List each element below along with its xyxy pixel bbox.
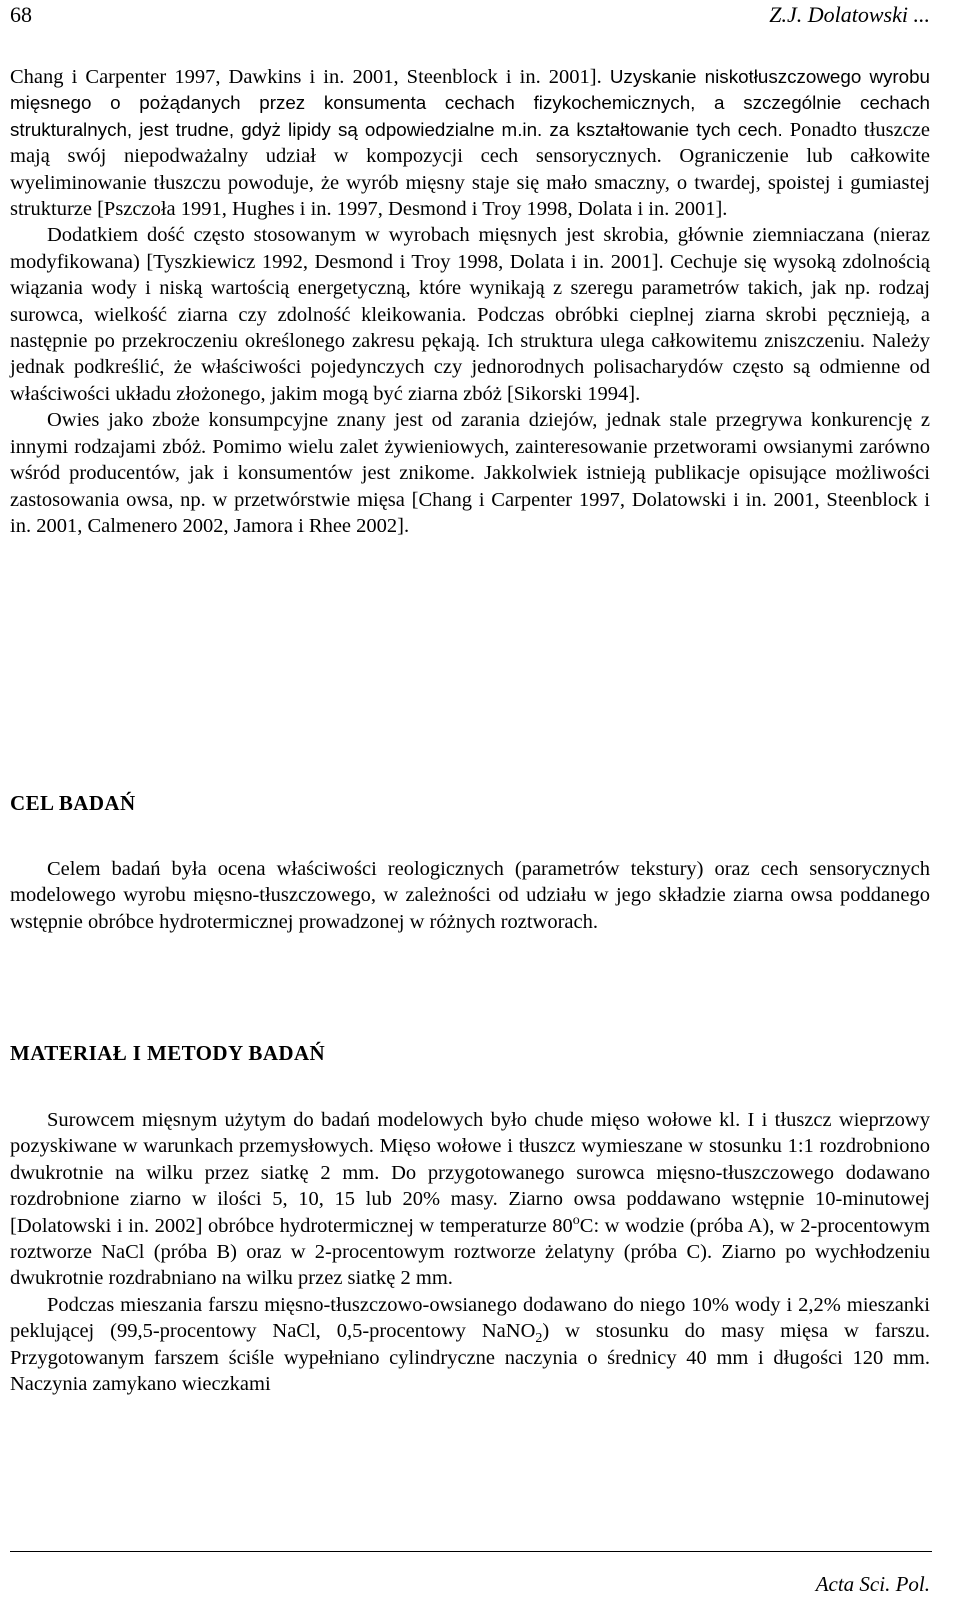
cel-paragraph-1: Celem badań była ocena właściwości reologicznych (parametrów tekstury) oraz cech sensorycznych modelowego wyrobu mięsno-tłuszczowego, w zależności od udziału w jego składzie ziarna owsa poddanego wstępnie obróbce hydrotermicznej prowadzonej w różnych roztworach. <box>10 858 930 933</box>
intro-paragraph-2: Dodatkiem dość często stosowanym w wyrobach mięsnych jest skrobia, głównie ziemniaczana (nieraz modyfikowana) [Tyszkiewicz 1992, Desmond i Troy 1998, Dolata i in. 2001]. Cechuje się wysoką zdolnością wiązania wody i niską wartością energetyczną, które wynikają z szeregu parametrów takich, jak np. rodzaj surowca, wielkość ziarna czy zdolność kleikowania. Podczas obróbki cieplnej ziarna skrobi pęcznieją, a następnie po przekroczeniu określonego zakresu pękają. Ich struktura ulega całkowitemu zniszczeniu. Należy jednak podkreślić, że właściwości pojedynczych czy jednorodnych polisacharydów często są odmienne od właściwości układu złożonego, jakim mogą być ziarna zbóż [Sikorski 1994]. <box>10 224 930 405</box>
intro-paragraph-3: Owies jako zboże konsumpcyjne znany jest od zarania dziejów, jednak stale przegrywa konkurencję z innymi rodzajami zbóż. Pomimo wielu zalet żywieniowych, zainteresowanie przetworami owsianymi zarówno wśród producentów, jak i konsumentów jest znikome. Jakkolwiek istnieją publikacje opisujące możliwości zastosowania owsa, np. w przetwórstwie mięsa [Chang i Carpenter 1997, Dolatowski i in. 2001, Steenblock i in. 2001, Calmenero 2002, Jamora i Rhee 2002]. <box>10 409 930 537</box>
material-p1-run-a: Surowcem mięsnym użytym do badań modelowych było chude mięso wołowe kl. I i tłuszcz wieprzowy pozyskiwane w warunkach przemysłowych. Mięso wołowe i tłuszcz wymieszane w stosunku 1:1 rozdrobniono dwukrotnie na wilku przez siatkę 2 mm. Do przygotowanego surowca mięsno-tłuszczowego dodawano rozdrobnione ziarno w ilości 5, 10, 15 lub 20% masy. Ziarno owsa poddawano wstępnie 10-minutowej [Dolatowski i in. 2002] obróbce hydrotermicznej w temperaturze 80 <box>10 1109 930 1237</box>
section-heading-material: MATERIAŁ I METODY BADAŃ <box>10 1041 326 1065</box>
material-p1-run-b: C: w wodzie (próba A), w 2-procentowym roztworze NaCl (próba B) oraz w 2-procentowym roztworze żelatyny (próba C). Ziarno po wychłodzeniu dwukrotnie rozdrabniano na wilku przez siatkę 2 mm. <box>10 1214 930 1290</box>
material-p2-run-b: ) w stosunku do masy mięsa w farszu. Przygotowanym farszem ściśle wypełniano cylindryczne naczynia o średnicy 40 mm i długości 120 mm. Naczynia zamykano wieczkami <box>10 1320 930 1396</box>
intro-paragraph-1 <box>10 64 930 222</box>
footer-rule <box>10 1551 932 1552</box>
intro-p1-sans-run: Uzyskanie niskotłuszczowego wyrobu mięsnego o pożądanych przez konsumenta cechach fizykochemicznych, a szczególnie cechach strukturalnych, jest trudne, gdyż lipidy są odpowiedzialne m.in. za kształtowanie tych cech. <box>10 66 930 140</box>
intro-p1-citation-run: Chang i Carpenter 1997, Dawkins i in. 2001, Steenblock i in. 2001]. <box>10 66 610 88</box>
cel-section <box>10 856 930 935</box>
running-head: Z.J. Dolatowski ... <box>769 2 930 27</box>
material-paragraph-1 <box>10 1107 930 1292</box>
page-header <box>10 2 930 32</box>
intro-p1-serif-run-b: Ponadto tłuszcze mają swój niepodważalny udział w kompozycji cech sensorycznych. <box>10 118 930 168</box>
section-heading-cel: CEL BADAŃ <box>10 791 136 815</box>
intro-section <box>10 64 930 539</box>
footer-journal-name: Acta Sci. Pol. <box>815 1572 930 1596</box>
degree-superscript: o <box>572 1212 580 1228</box>
material-section <box>10 1107 930 1397</box>
document-page <box>10 0 930 1609</box>
page-number: 68 <box>10 2 32 27</box>
formula-subscript: 2 <box>535 1331 543 1347</box>
material-paragraph-2 <box>10 1292 930 1398</box>
intro-p1-serif-run-c: Ograniczenie lub całkowite wyeliminowanie tłuszczu powoduje, że wyrób mięsny staje się mało smaczny, o twardej, spoistej i gumiastej strukturze [Pszczoła 1991, Hughes i in. 1997, Desmond i Troy 1998, Dolata i in. 2001]. <box>10 145 930 221</box>
material-p2-run-a: Podczas mieszania farszu mięsno-tłuszczowo-owsianego dodawano do niego 10% wody i 2,2% mieszanki peklującej (99,5-procentowy NaCl, 0,5-procentowy NaNO <box>10 1293 930 1343</box>
